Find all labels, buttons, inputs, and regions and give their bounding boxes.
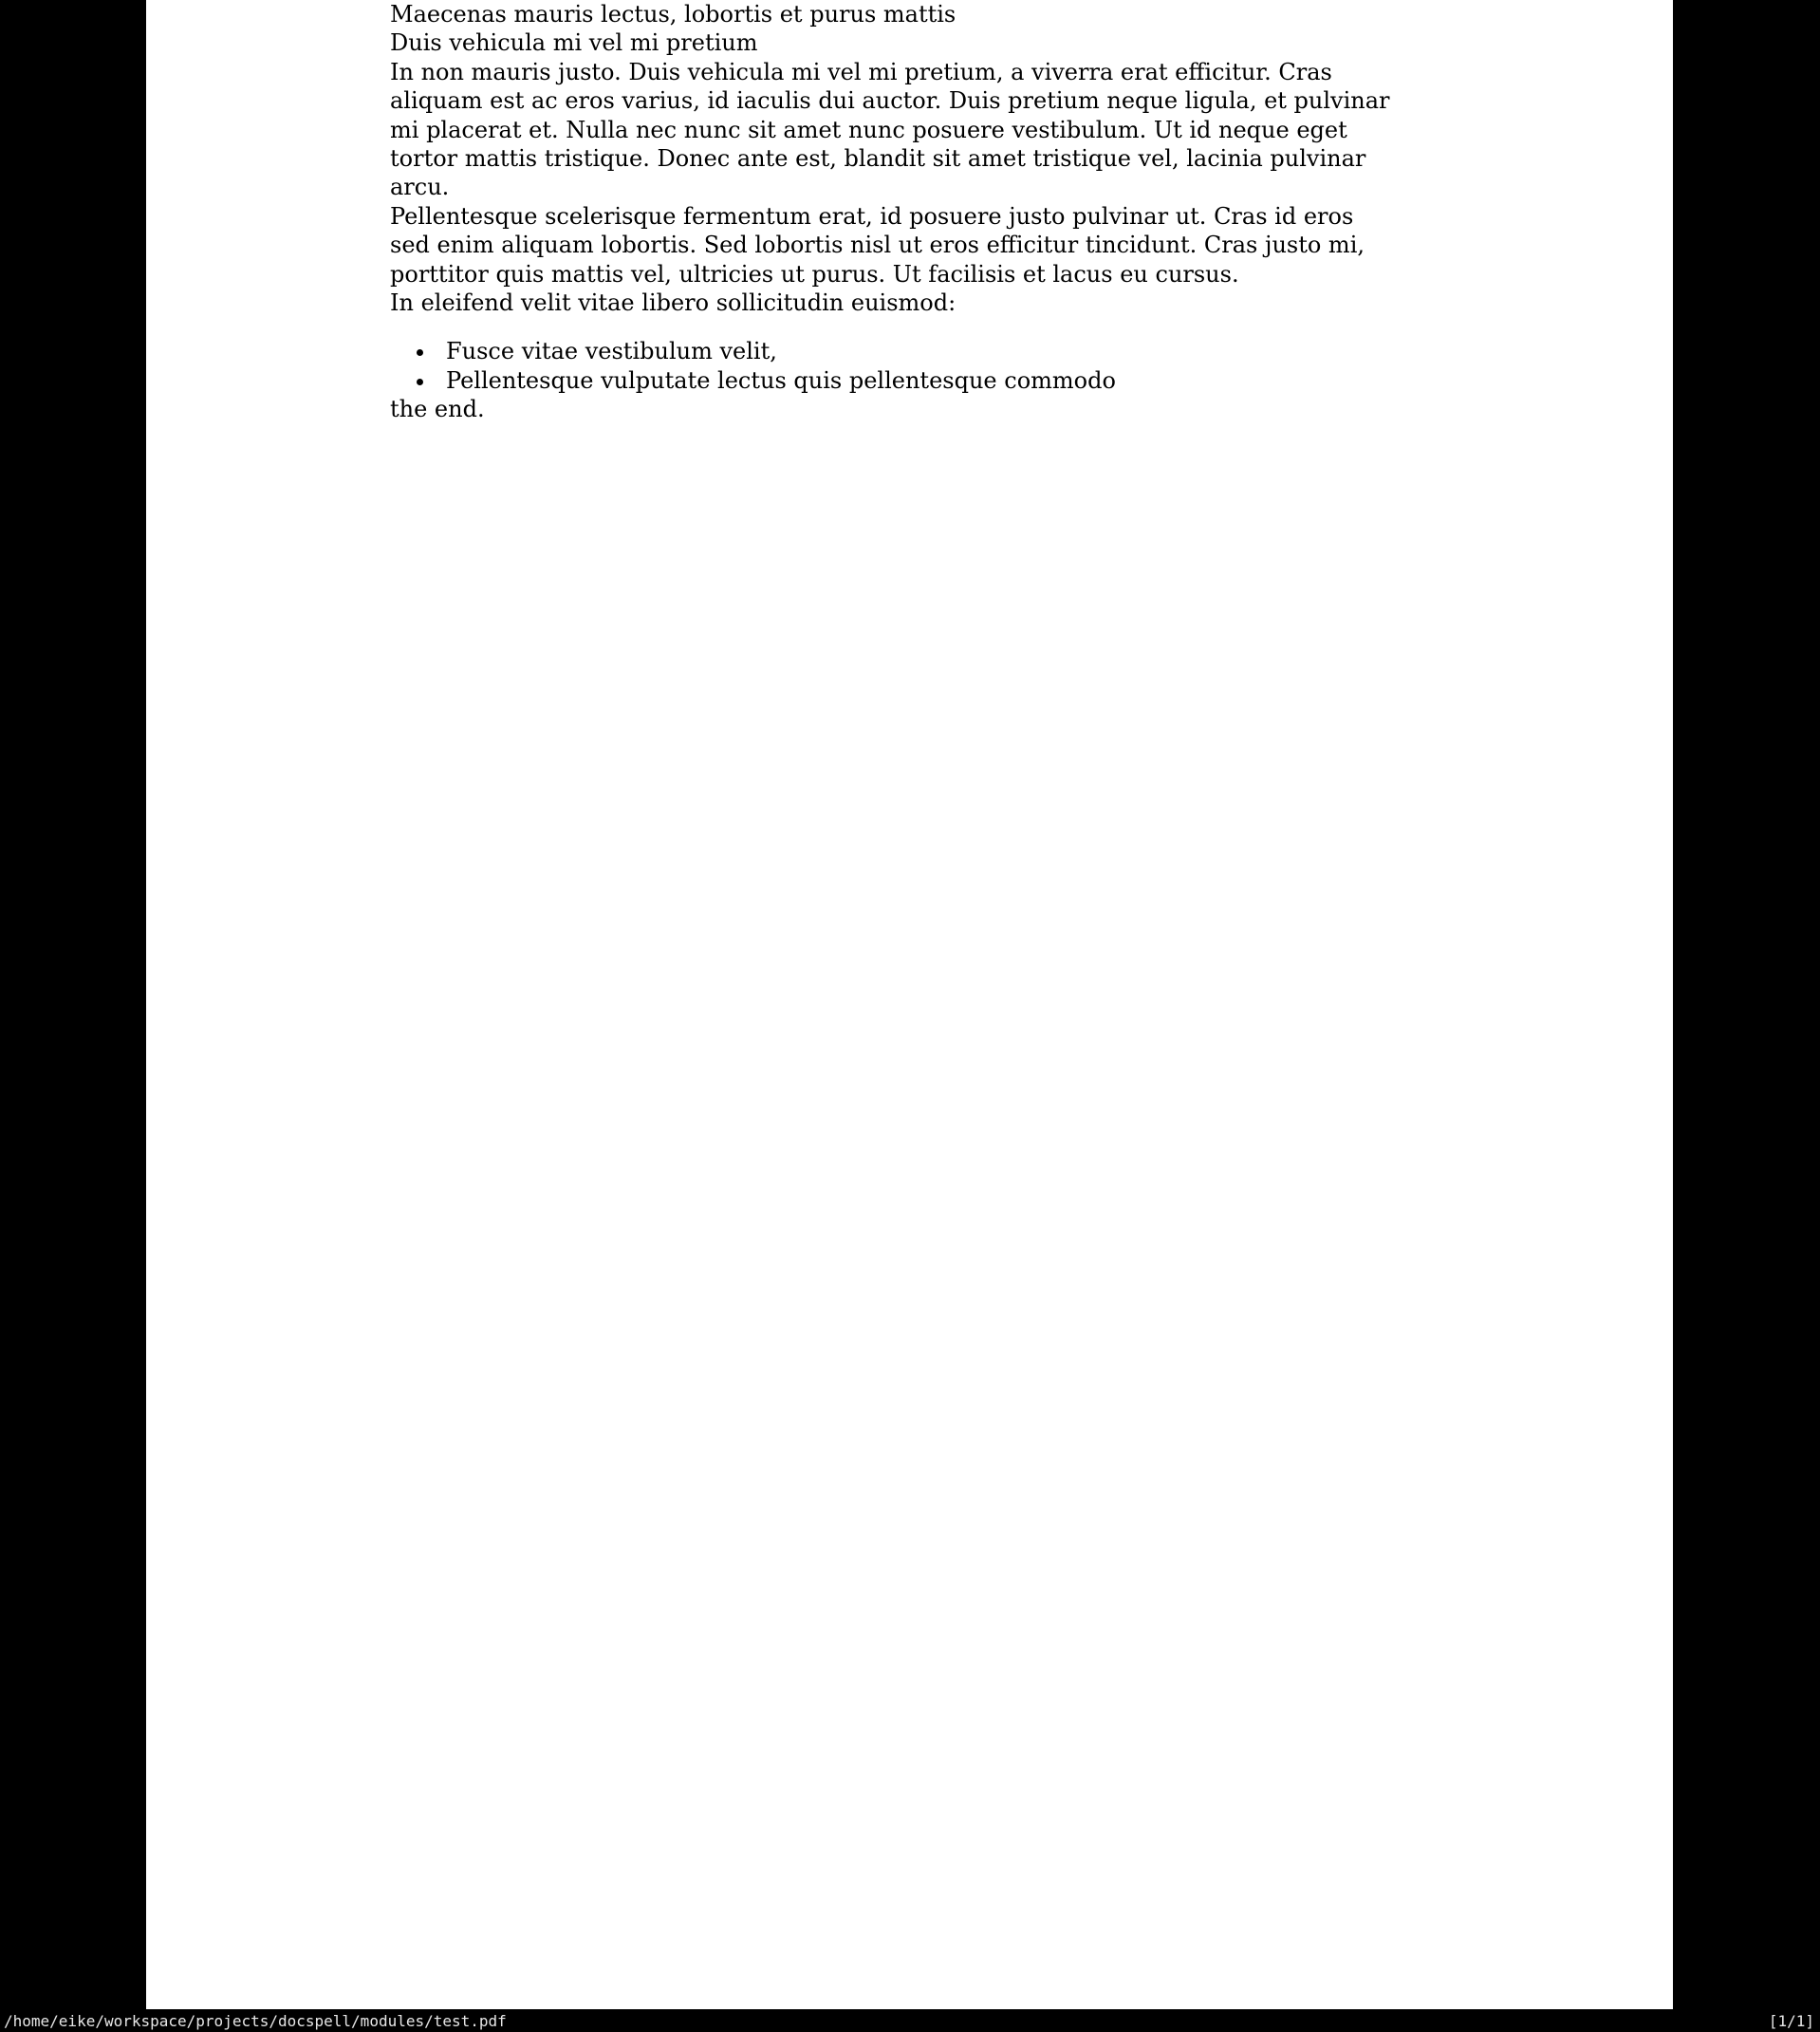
doc-list-intro: In eleifend velit vitae libero sollicitudin euismod:: [390, 289, 956, 317]
status-bar: [0, 2009, 1820, 2032]
page-indicator: [1/1]: [1768, 2011, 1814, 2030]
list-item: • Fusce vitae vestibulum velit,: [436, 337, 1434, 365]
file-path: /home/eike/workspace/projects/docspell/modules/test.pdf: [4, 2011, 507, 2030]
document-content: [390, 0, 1434, 424]
doc-heading-line-1: Maecenas mauris lectus, lobortis et purus mattis: [390, 1, 956, 28]
doc-closing-line: the end.: [390, 396, 485, 423]
doc-heading-line-2: Duis vehicula mi vel mi pretium: [390, 29, 758, 57]
doc-paragraph-1: In non mauris justo. Duis vehicula mi vel mi pretium, a viverra erat efficitur. Cras aliquam est ac eros varius, id iaculis dui auctor. Duis pretium neque ligula, et pulvinar mi placerat et. Nulla nec nunc sit amet nunc posuere vestibulum. Ut id neque eget tortor mattis tristique. Donec ante est, blandit sit amet tristique vel, lacinia pulvinar arcu.: [390, 58, 1390, 201]
doc-bullet-list: [390, 337, 1434, 395]
doc-paragraph-2: Pellentesque scelerisque fermentum erat, id posuere justo pulvinar ut. Cras id eros sed enim aliquam lobortis. Sed lobortis nisl ut eros efficitur tincidunt. Cras justo mi, porttitor quis mattis vel, ultricies ut purus. Ut facilisis et lacus eu cursus.: [390, 202, 1365, 288]
pdf-page[interactable]: [146, 0, 1673, 2009]
list-item: • Pellentesque vulputate lectus quis pellentesque commodo: [436, 366, 1434, 395]
